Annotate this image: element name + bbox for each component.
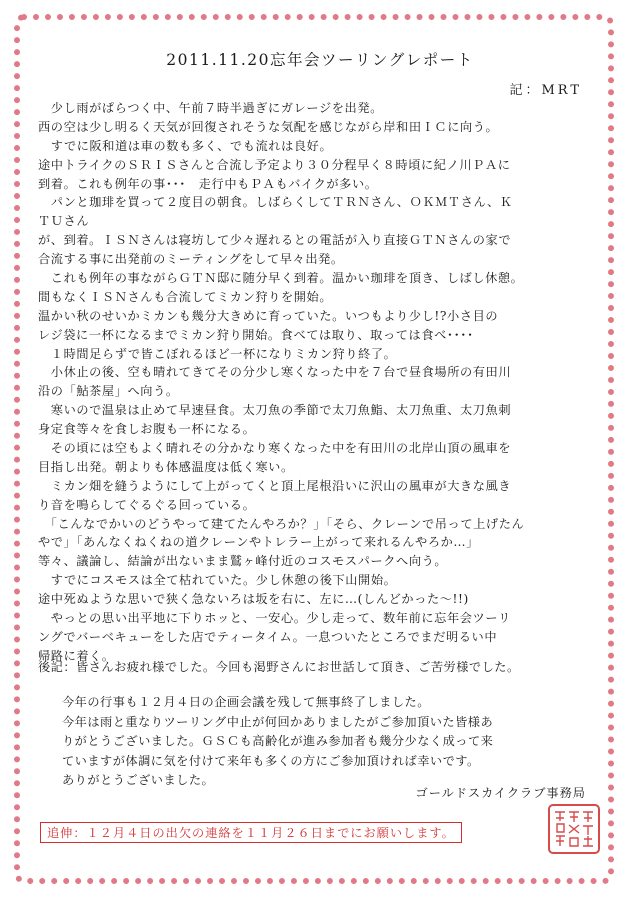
closing-line: 今年は雨と重なりツーリング中止が何回かありましたがご参加頂いた皆様あ [62, 714, 494, 729]
report-line: 寒いので温泉は止めて早速昼食。太刀魚の季節で太刀魚鮨、太刀魚重、太刀魚刺 [38, 403, 512, 418]
report-line: 西の空は少し明るく天気が回復されそうな気配を感じながら岸和田ＩＣに向う。 [38, 119, 499, 134]
report-body [38, 99, 598, 666]
seal-lettering-icon [552, 808, 596, 850]
report-line: ＴＵさん [38, 214, 90, 229]
report-line: １時間足らずで皆こぼれるほど一杯になりミカン狩り終了。 [38, 346, 397, 361]
report-line: 到着。これも例年の事･･･ 走行中もＰＡもバイクが多い。 [38, 176, 378, 191]
report-line: 帰路に着く。 [38, 648, 115, 663]
report-line: ミカン畑を縫うようにして上がってくと頂上尾根沿いに沢山の風車が大きな風き [38, 478, 512, 493]
report-line: やで」「あんなくねくねの道クレーンやトレラー上がって来れるんやろか…」 [38, 535, 479, 550]
postscript: 後記：皆さんお疲れ様でした。今回も渇野さんにお世話して頂き、ご苦労様でした。 [38, 660, 520, 674]
closing-line: ていますが体調に気を付けて来年も多くの方にご参加頂ければ幸いです。 [62, 753, 480, 768]
report-line: その頃には空もよく晴れその分かなり寒くなった中を有田川の北岸山頂の風車を [38, 441, 512, 456]
report-line: レジ袋に一杯になるまでミカン狩り開始。食べては取り、取っては食べ････ [38, 327, 474, 342]
report-line: パンと珈琲を買って２度目の朝食。しばらくしてＴＲＮさん、ＯＫＭＴさん、Ｋ [38, 195, 513, 210]
club-seal-stamp [548, 804, 600, 854]
report-line: が、到着。ＩＳＮさんは寝坊して少々遅れるとの電話が入り直接ＧＴＮさんの家で [38, 233, 512, 248]
report-line: 途中トライクのＳＲＩＳさんと合流し予定より３０分程早く８時頃に紀ノ川ＰＡに [38, 157, 511, 172]
report-line: 温かい秋のせいかミカンも幾分大きめに育っていた。いつもより少し!?小さ目の [38, 308, 499, 323]
page-title: 2011.11.20忘年会ツーリングレポート [166, 51, 474, 69]
report-line: 小休止の後、空も晴れてきてその分少し寒くなった中を７台で昼食場所の有田川 [38, 365, 512, 380]
report-line: 目指し出発。朝よりも体感温度は低く寒い。 [38, 459, 294, 474]
report-line: すでにコスモスは全て枯れていた。少し休憩の後下山開始。 [38, 573, 397, 588]
report-line: 等々、議論し、結論が出ないまま鷲ヶ峰付近のコスモスパークへ向う。 [38, 554, 448, 569]
addendum-notice: 追伸：１２月４日の出欠の連絡を１１月２６日までにお願いします。 [40, 822, 462, 843]
report-line: 身定食等々を食しお腹も一杯になる。 [38, 422, 256, 437]
signature: ゴールドスカイクラブ事務局 [415, 786, 586, 800]
closing-message [62, 693, 582, 791]
closing-line: 今年の行事も１２月４日の企画会議を残して無事終了しました。 [62, 695, 430, 709]
report-line: 途中死ぬような思いで狭く急ないろは坂を右に、左に…(しんどかった～!!) [38, 592, 469, 607]
author-note: 記：MRT [509, 83, 582, 98]
report-line: 沿の「鮎茶屋」へ向う。 [38, 384, 179, 399]
report-line: 合流する事に出発前のミーティングをして早々出発。 [38, 252, 344, 267]
report-line: すでに阪和道は車の数も多く、でも流れは良好。 [38, 138, 333, 153]
closing-line: りがとうございました。ＧＳＣも高齢化が進み参加者も幾分少なく成って来 [62, 734, 494, 749]
report-line: り音を鳴らしてぐるぐる回っている。 [38, 497, 256, 512]
report-line: 少し雨がぱらつく中、午前７時半過ぎにガレージを出発。 [38, 101, 383, 115]
closing-line: ありがとうございました。 [62, 773, 215, 788]
report-line: やっとの思い出平地に下りホッと、一安心。少し走って、数年前に忘年会ツーリ [38, 611, 511, 626]
report-line: 間もなくＩＳＮさんも合流してミカン狩りを開始。 [38, 289, 333, 304]
report-line: これも例年の事ながらＧＴＮ邸に随分早く到着。温かい珈琲を頂き、しばし休憩。 [38, 271, 524, 286]
report-line: ングでバーベキューをした店でティータイム。一息ついたところでまだ明るい中 [38, 629, 498, 644]
report-line: 「こんなでかいのどうやって建てたんやろか？」「そら、クレーンで吊って上げたん [38, 516, 525, 531]
